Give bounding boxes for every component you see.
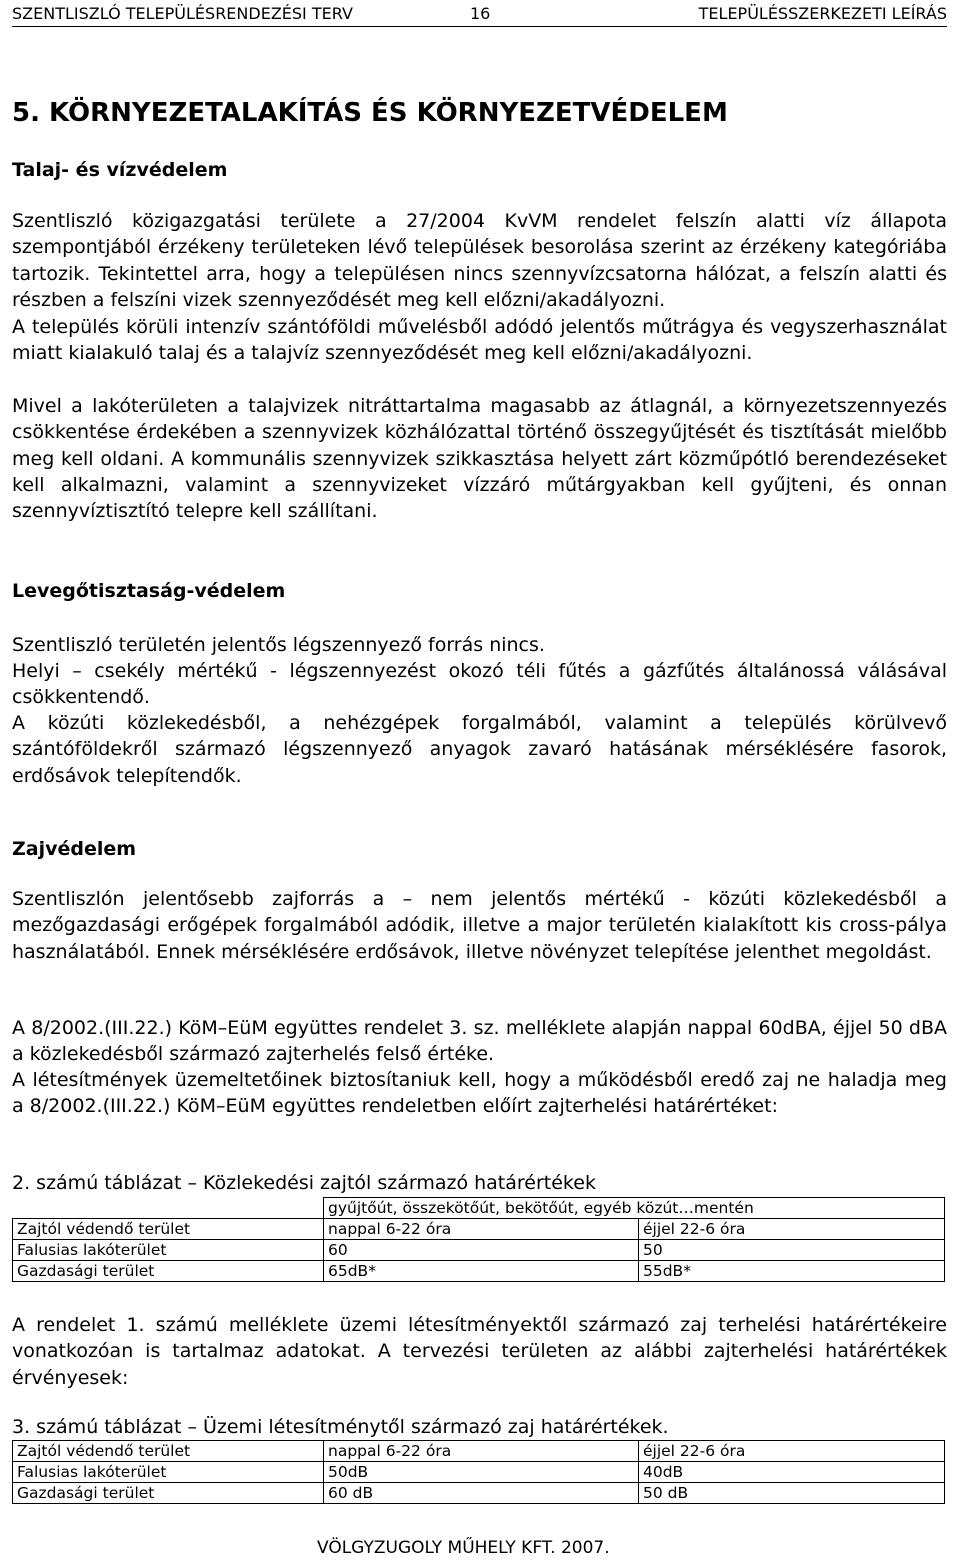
table-header-cell: nappal 6-22 óra (324, 1219, 639, 1240)
header-section: TELEPÜLÉSSZERKEZETI LEÍRÁS (698, 4, 947, 23)
paragraph-soil-3: Mivel a lakóterületen a talajvizek nitráttartalma magasabb az átlagnál, a környezetszennyezés csökkentése érdekében a szennyvizek közhálózattal történő összegyűjtését és tisztítását mielőbb meg kell oldani. A kommunális szennyvizek szikkasztása helyett zárt közműpótló berendezéseket kell alkalmazni, valamint a szennyvizeket vízzáró műtárgyakban kell gyűjteni, és onnan szennyvíztisztító telepre kell szállítani. (12, 395, 947, 523)
table-header-row (13, 1219, 945, 1240)
page-number: 16 (470, 4, 491, 23)
table-header-row (13, 1441, 945, 1462)
table-cell: 50 (639, 1240, 945, 1261)
paragraph-noise-1: Szentliszlón jelentősebb zajforrás a – nem jelentős mértékű - közúti közlekedésből a mezőgazdasági erőgépek forgalmából adódik, illetve a major területén kialakított kis cross-pálya használatából. Ennek mérséklésére erdősávok, illetve növényzet telepítése jelenthet megoldást. (12, 888, 947, 963)
heading-air: Levegőtisztaság-védelem (12, 580, 286, 602)
paragraph-air-1: Szentliszló területén jelentős légszennyező forrás nincs. (12, 634, 545, 656)
header-title: SZENTLISZLÓ TELEPÜLÉSRENDEZÉSI TERV (12, 4, 353, 23)
paragraph-noise-2: A 8/2002.(III.22.) KöM–EüM együttes rendelet 3. sz. melléklete alapján nappal 60dBA, éjjel 50 dBA a közlekedésből származó zajterhelés felső értéke. (12, 1017, 947, 1066)
table-cell: 60 dB (324, 1483, 639, 1504)
table-3-caption: 3. számú táblázat – Üzemi létesítménytől származó zaj határértékek. (12, 1416, 669, 1438)
page-footer: VÖLGYZUGOLY MŰHELY KFT. 2007. (317, 1538, 610, 1558)
table-cell: 50dB (324, 1462, 639, 1483)
table-header-cell: Zajtól védendő terület (13, 1441, 324, 1462)
table-row (13, 1198, 945, 1219)
table-cell: 50 dB (639, 1483, 945, 1504)
table-cell: 60 (324, 1240, 639, 1261)
paragraph-air-2: Helyi – csekély mértékű - légszennyezést okozó téli fűtés a gázfűtés általánossá válásával csökkentendő. (12, 660, 947, 709)
paragraph-noise-4: A rendelet 1. számú melléklete üzemi létesítményektől származó zaj terhelési határértékeire vonatkozóan is tartalmaz adatokat. A tervezési területen az alábbi zajterhelési határértékek érvényesek: (12, 1314, 947, 1389)
table-row (13, 1240, 945, 1261)
traffic-noise-table (12, 1197, 945, 1282)
table-header-cell: nappal 6-22 óra (324, 1441, 639, 1462)
paragraph-soil-1: Szentliszló közigazgatási területe a 27/2004 KvVM rendelet felszín alatti víz állapota szempontjából érzékeny területeken lévő települések besorolása szerint az érzékeny kategóriába tartozik. Tekintettel arra, hogy a településen nincs szennyvízcsatorna hálózat, a felszín alatti és részben a felszíni vizek szennyeződését meg kell előzni/akadályozni. (12, 210, 947, 311)
heading-soil: Talaj- és vízvédelem (12, 159, 228, 181)
table-header-cell: éjjel 22-6 óra (639, 1219, 945, 1240)
table-cell: Gazdasági terület (13, 1261, 324, 1282)
heading-noise: Zajvédelem (12, 838, 137, 860)
table-cell: Gazdasági terület (13, 1483, 324, 1504)
chapter-title: 5. KÖRNYEZETALAKÍTÁS ÉS KÖRNYEZETVÉDELEM (12, 98, 728, 128)
paragraph-soil-2: A település körüli intenzív szántóföldi művelésből adódó jelentős műtrágya és vegyszerhasználat miatt kialakuló talaj és a talajvíz szennyeződését meg kell előzni/akadályozni. (12, 316, 947, 365)
table-header-cell: Zajtól védendő terület (13, 1219, 324, 1240)
table-cell: 55dB* (639, 1261, 945, 1282)
table-cell: 65dB* (324, 1261, 639, 1282)
table-cell: 40dB (639, 1462, 945, 1483)
paragraph-noise-3: A létesítmények üzemeltetőinek biztosítaniuk kell, hogy a működésből eredő zaj ne haladja meg a 8/2002.(III.22.) KöM–EüM együttes rendeletben előírt zajterhelési határértéket: (12, 1069, 947, 1118)
table-header-cell: éjjel 22-6 óra (639, 1441, 945, 1462)
table-row (13, 1261, 945, 1282)
table-cell: Falusias lakóterület (13, 1240, 324, 1261)
table-cell-empty (13, 1198, 324, 1219)
table-2-caption: 2. számú táblázat – Közlekedési zajtól származó határértékek (12, 1172, 596, 1194)
table-cell: Falusias lakóterület (13, 1462, 324, 1483)
table-row (13, 1462, 945, 1483)
running-header (12, 2, 947, 27)
table-span-header: gyűjtőút, összekötőút, bekötőút, egyéb közút…mentén (324, 1198, 945, 1219)
industrial-noise-table (12, 1440, 945, 1504)
paragraph-air-3: A közúti közlekedésből, a nehézgépek forgalmából, valamint a település körülvevő szántóföldekről származó légszennyező anyagok zavaró hatásának mérséklésére fasorok, erdősávok telepítendők. (12, 712, 947, 787)
table-row (13, 1483, 945, 1504)
